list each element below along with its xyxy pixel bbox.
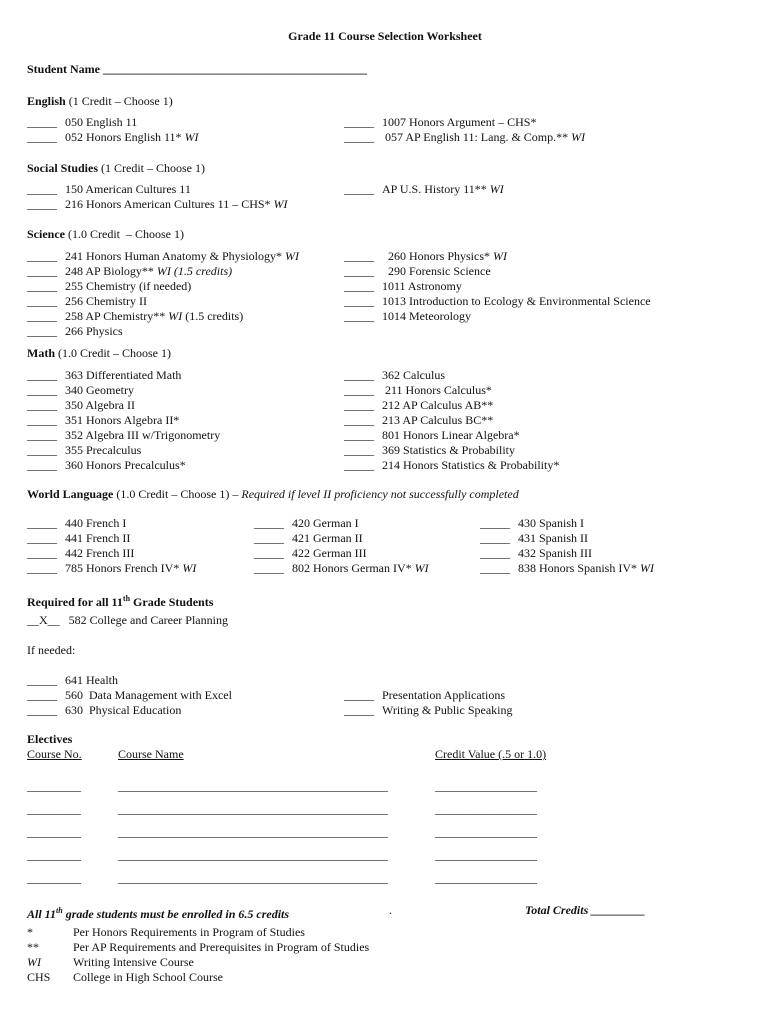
world-credit: (1.0 Credit – Choose 1) – (116, 487, 239, 501)
course-option (27, 294, 147, 309)
selection-blank[interactable]: _____ (344, 703, 374, 717)
course-name: 211 Honors Calculus* (382, 383, 492, 397)
writing-intensive-tag: WI (640, 561, 654, 575)
course-option (344, 309, 471, 324)
selection-blank[interactable]: _____ (27, 443, 57, 457)
social-heading (27, 161, 205, 176)
selection-blank[interactable]: _____ (480, 561, 510, 575)
selection-blank[interactable]: _____ (27, 516, 57, 530)
legend-description: College in High School Course (73, 970, 223, 984)
course-option (27, 309, 243, 324)
student-name-field[interactable]: Student Name ____________________________________________ (27, 62, 368, 76)
course-option (480, 531, 588, 546)
elective-course-no-blank[interactable]: _________ (27, 802, 81, 816)
course-option (27, 264, 232, 279)
social-title: Social Studies (27, 161, 99, 175)
required-heading-sup: th (122, 594, 131, 603)
selection-blank[interactable]: _____ (27, 309, 57, 323)
course-option (344, 703, 513, 718)
world-heading (27, 487, 519, 502)
legend-symbol: CHS (27, 970, 51, 984)
selection-blank[interactable]: _____ (27, 324, 57, 338)
selection-blank[interactable]: _____ (27, 294, 57, 308)
writing-intensive-tag: WI (184, 130, 199, 144)
course-name: 255 Chemistry (if needed) (65, 279, 192, 293)
selection-blank[interactable]: _____ (27, 182, 57, 196)
course-option (27, 368, 181, 383)
writing-intensive-tag: WI (182, 561, 197, 575)
course-option (480, 561, 654, 576)
course-option (27, 383, 134, 398)
course-name: 630 Physical Education (65, 703, 182, 717)
legend-symbol: * (27, 925, 33, 939)
course-name: 442 French III (65, 546, 135, 560)
writing-intensive-tag: WI (414, 561, 429, 575)
selection-blank[interactable]: _____ (27, 264, 57, 278)
course-option (27, 546, 134, 561)
course-name: 785 Honors French IV* (65, 561, 180, 575)
selection-blank[interactable]: _____ (27, 703, 57, 717)
course-name: 213 AP Calculus BC** (382, 413, 494, 427)
selection-blank[interactable]: _____ (344, 368, 374, 382)
course-option (254, 516, 359, 531)
science-title: Science (27, 227, 65, 241)
course-option (344, 458, 559, 473)
course-option (344, 443, 515, 458)
course-option (254, 531, 363, 546)
selection-blank[interactable]: _____ (480, 531, 510, 545)
course-name: 214 Honors Statistics & Probability* (382, 458, 560, 472)
selection-blank[interactable]: _____ (27, 368, 57, 382)
course-name: 351 Honors Algebra II* (65, 413, 180, 427)
course-option (27, 458, 186, 473)
course-name: 050 English 11 (65, 115, 138, 129)
course-option (254, 546, 367, 561)
course-option (344, 115, 536, 130)
selection-blank[interactable]: _____ (344, 294, 374, 308)
course-name: 340 Geometry (65, 383, 134, 397)
course-option (344, 368, 445, 383)
course-name: 560 Data Management with Excel (65, 688, 232, 702)
course-option (344, 428, 520, 443)
course-name: 420 German I (292, 516, 359, 530)
selection-blank[interactable]: _____ (344, 413, 374, 427)
course-option (27, 413, 179, 428)
course-option (27, 130, 199, 145)
course-option (27, 279, 191, 294)
science-heading (27, 227, 184, 242)
world-title: World Language (27, 487, 114, 501)
course-option (344, 264, 491, 279)
selection-blank[interactable]: _____ (344, 182, 374, 196)
course-name: 266 Physics (65, 324, 123, 338)
selection-blank[interactable]: _____ (27, 383, 57, 397)
english-credit: (1 Credit – Choose 1) (68, 94, 173, 108)
elective-course-name-blank[interactable]: _____________________________________________ (118, 871, 388, 885)
course-option (254, 561, 429, 576)
selection-blank[interactable]: _____ (27, 531, 57, 545)
selection-blank[interactable]: _____ (27, 130, 57, 144)
writing-intensive-tag: WI (493, 249, 508, 263)
enroll-note-pre: All 11 (27, 907, 57, 921)
course-option (344, 130, 585, 145)
credit-note: (1.5 credits) (182, 309, 244, 323)
course-name: Presentation Applications (382, 688, 505, 702)
course-name: 440 French I (65, 516, 127, 530)
selection-blank[interactable]: _____ (344, 249, 374, 263)
course-option (27, 428, 220, 443)
elective-course-name-blank[interactable]: _____________________________________________ (118, 802, 388, 816)
legend-description: Writing Intensive Course (73, 955, 194, 969)
selection-blank[interactable]: _____ (27, 673, 57, 687)
elective-course-no-blank[interactable]: _________ (27, 825, 81, 839)
selection-blank[interactable]: _____ (344, 130, 374, 144)
course-name: 641 Health (65, 673, 118, 687)
course-name: 362 Calculus (382, 368, 445, 382)
selection-blank[interactable]: _____ (27, 413, 57, 427)
enroll-note-sup: th (56, 906, 63, 915)
course-name: 802 Honors German IV* (292, 561, 412, 575)
writing-intensive-tag: WI (285, 249, 300, 263)
selection-blank[interactable]: _____ (344, 428, 374, 442)
if-needed-label: If needed: (27, 643, 76, 657)
course-name: 350 Algebra II (65, 398, 135, 412)
selection-blank[interactable]: _____ (27, 561, 57, 575)
selection-blank[interactable]: _____ (480, 546, 510, 560)
selection-blank[interactable]: _____ (344, 443, 374, 457)
course-name: 421 German II (292, 531, 363, 545)
electives-col-credit: Credit Value (.5 or 1.0) (435, 747, 547, 761)
enroll-dot: . (389, 903, 392, 917)
course-option (27, 516, 126, 531)
selection-blank[interactable]: _____ (344, 398, 374, 412)
writing-intensive-tag: WI (168, 309, 183, 323)
course-option (344, 413, 493, 428)
math-title: Math (27, 346, 55, 360)
course-name: 432 Spanish III (518, 546, 592, 560)
elective-course-name-blank[interactable]: _____________________________________________ (118, 779, 388, 793)
course-name: 290 Forensic Science (382, 264, 491, 278)
course-name: 248 AP Biology** (65, 264, 154, 278)
selection-blank[interactable]: _____ (27, 688, 57, 702)
selection-blank[interactable]: _____ (27, 546, 57, 560)
writing-intensive-tag: WI (571, 130, 586, 144)
course-option (344, 279, 462, 294)
elective-credit-blank[interactable]: _________________ (435, 779, 537, 793)
selection-blank[interactable]: _____ (27, 197, 57, 211)
course-option (344, 294, 651, 309)
course-name: 241 Honors Human Anatomy & Physiology* (65, 249, 283, 263)
selection-blank[interactable]: _____ (254, 516, 284, 530)
selection-blank[interactable]: _____ (344, 115, 374, 129)
course-option (27, 673, 118, 688)
selection-blank[interactable]: _____ (27, 249, 57, 263)
course-name: 256 Chemistry II (65, 294, 147, 308)
writing-intensive-tag: WI (1.5 credits) (156, 264, 233, 278)
course-option (344, 249, 507, 264)
course-option (27, 443, 141, 458)
required-heading-pre: Required for all 11 (27, 595, 123, 609)
course-name: Writing & Public Speaking (382, 703, 513, 717)
elective-credit-blank[interactable]: _________________ (435, 871, 537, 885)
course-name: 838 Honors Spanish IV* (518, 561, 637, 575)
selection-blank[interactable]: _____ (344, 309, 374, 323)
legend-symbol: WI (27, 955, 41, 969)
course-option (27, 182, 191, 197)
course-option (344, 398, 493, 413)
course-option (344, 383, 492, 398)
elective-credit-blank[interactable]: _________________ (435, 848, 537, 862)
course-name: 363 Differentiated Math (65, 368, 182, 382)
elective-credit-blank[interactable]: _________________ (435, 802, 537, 816)
course-name: 369 Statistics & Probability (382, 443, 516, 457)
total-credits-field[interactable]: Total Credits _________ (525, 903, 646, 917)
math-credit: (1.0 Credit – Choose 1) (58, 346, 171, 360)
english-heading (27, 94, 173, 109)
course-name: 1007 Honors Argument – CHS* (382, 115, 537, 129)
course-option (27, 561, 196, 576)
course-option (480, 516, 584, 531)
course-option (27, 398, 135, 413)
required-heading (27, 591, 213, 610)
selection-blank[interactable]: _____ (480, 516, 510, 530)
enroll-note-post: grade students must be enrolled in 6.5 credits (62, 907, 290, 921)
selection-blank[interactable]: _____ (254, 546, 284, 560)
english-title: English (27, 94, 66, 108)
selection-blank[interactable]: _____ (344, 279, 374, 293)
required-course-row (27, 613, 228, 628)
course-name: 1011 Astronomy (382, 279, 462, 293)
course-option (344, 182, 504, 197)
selection-blank[interactable]: _____ (344, 264, 374, 278)
selection-blank[interactable]: _____ (254, 531, 284, 545)
course-option (27, 249, 299, 264)
course-option (344, 688, 505, 703)
course-name: 150 American Cultures 11 (65, 182, 191, 196)
elective-credit-blank[interactable]: _________________ (435, 825, 537, 839)
writing-intensive-tag: WI (273, 197, 288, 211)
page-title: Grade 11 Course Selection Worksheet (288, 29, 482, 43)
course-name: 216 Honors American Cultures 11 – CHS* (65, 197, 271, 211)
world-note: Required if level II proficiency not successfully completed (241, 487, 519, 501)
course-name: 441 French II (65, 531, 131, 545)
course-name: 801 Honors Linear Algebra* (382, 428, 520, 442)
course-option (27, 703, 181, 718)
writing-intensive-tag: WI (489, 182, 504, 196)
course-name: 258 AP Chemistry** (65, 309, 166, 323)
course-name: 360 Honors Precalculus* (65, 458, 186, 472)
course-name: 057 AP English 11: Lang. & Comp.** (382, 130, 569, 144)
course-name: AP U.S. History 11** (382, 182, 487, 196)
legend-symbol: ** (27, 940, 39, 954)
elective-course-no-blank[interactable]: _________ (27, 871, 81, 885)
elective-course-no-blank[interactable]: _________ (27, 848, 81, 862)
elective-course-name-blank[interactable]: _____________________________________________ (118, 825, 388, 839)
social-credit: (1 Credit – Choose 1) (101, 161, 206, 175)
course-name: 352 Algebra III w/Trigonometry (65, 428, 221, 442)
electives-col-course-no: Course No. (27, 747, 82, 761)
course-option (27, 688, 232, 703)
elective-course-no-blank[interactable]: _________ (27, 779, 81, 793)
legend-description: Per Honors Requirements in Program of Studies (73, 925, 305, 939)
required-course: 582 College and Career Planning (68, 613, 228, 627)
enroll-note (27, 903, 289, 922)
course-name: 430 Spanish I (518, 516, 584, 530)
selection-blank[interactable]: _____ (254, 561, 284, 575)
course-name: 052 Honors English 11* (65, 130, 182, 144)
math-heading (27, 346, 171, 361)
course-name: 431 Spanish II (518, 531, 588, 545)
selection-blank[interactable]: _____ (27, 115, 57, 129)
selection-blank[interactable]: _____ (27, 458, 57, 472)
selection-blank[interactable]: _____ (27, 279, 57, 293)
selection-blank[interactable]: _____ (344, 458, 374, 472)
course-option (27, 197, 288, 212)
course-name: 1013 Introduction to Ecology & Environmental Science (382, 294, 651, 308)
selection-blank[interactable]: _____ (344, 688, 374, 702)
course-name: 355 Precalculus (65, 443, 142, 457)
required-heading-post: Grade Students (130, 595, 214, 609)
course-option (27, 531, 130, 546)
course-name: 1014 Meteorology (382, 309, 471, 323)
course-option (27, 115, 137, 130)
selection-blank[interactable]: _____ (344, 383, 374, 397)
selection-blank[interactable]: _____ (27, 398, 57, 412)
electives-heading: Electives (27, 732, 73, 746)
course-option (480, 546, 592, 561)
course-name: 212 AP Calculus AB** (382, 398, 494, 412)
course-name: 260 Honors Physics* (382, 249, 491, 263)
legend-description: Per AP Requirements and Prerequisites in Program of Studies (73, 940, 370, 954)
selection-blank[interactable]: _____ (27, 428, 57, 442)
science-credit: (1.0 Credit – Choose 1) (68, 227, 184, 241)
course-name: 422 German III (292, 546, 367, 560)
electives-col-course-name: Course Name (118, 747, 184, 761)
required-mark[interactable]: __X__ (27, 613, 60, 627)
course-option (27, 324, 123, 339)
elective-course-name-blank[interactable]: _____________________________________________ (118, 848, 388, 862)
